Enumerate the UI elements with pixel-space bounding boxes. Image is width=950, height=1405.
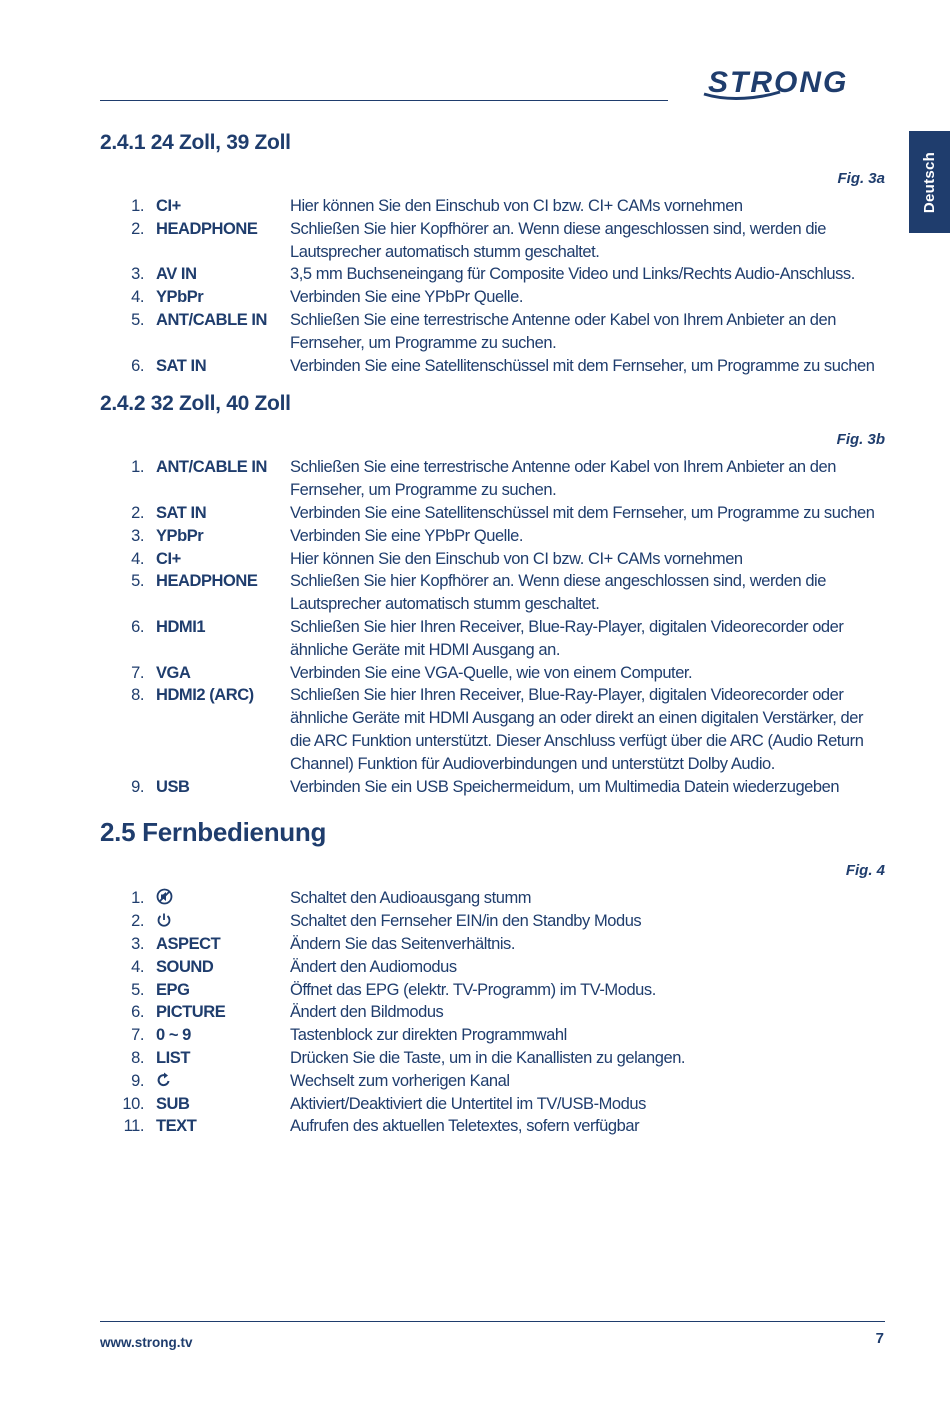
power-icon xyxy=(156,912,172,928)
footer-url: www.strong.tv xyxy=(100,1335,193,1350)
strong-logo xyxy=(700,62,885,102)
mute-icon xyxy=(156,888,173,905)
fig-label-3a: Fig. 3a xyxy=(837,170,885,187)
list-item: 7. 0 ~ 9 Tastenblock zur direkten Programmwahl xyxy=(131,1026,567,1045)
list-item: 6. HDMI1 Schließen Sie hier Ihren Receiver, Blue-Ray-Player, digitalen Videorecorder oder ähnliche Geräte mit HDMI Ausgang an. xyxy=(131,617,844,659)
section-heading-242: 2.4.2 32 Zoll, 40 Zoll xyxy=(100,392,291,416)
list-item: 3. AV IN 3,5 mm Buchseneingang für Composite Video und Links/Rechts Audio-Anschluss. xyxy=(131,265,855,284)
list-item: 1. ANT/CABLE IN Schließen Sie eine terrestrische Antenne oder Kabel von Ihrem Anbieter an den Fernseher, um Programme zu suchen. xyxy=(131,458,836,500)
list-item: 3. YPbPr Verbinden Sie eine YPbPr Quelle. xyxy=(131,526,523,545)
list-item: 9. Wechselt zum vorherigen Kanal xyxy=(131,1071,510,1090)
list-item: 4. SOUND Ändert den Audiomodus xyxy=(131,957,457,976)
section-heading-241: 2.4.1 24 Zoll, 39 Zoll xyxy=(100,131,291,154)
recall-icon xyxy=(156,1072,172,1088)
connector-list-242 xyxy=(100,456,885,798)
list-item: 4. YPbPr Verbinden Sie eine YPbPr Quelle. xyxy=(131,288,523,307)
list-item: 5. HEADPHONE Schließen Sie hier Kopfhörer an. Wenn diese angeschlossen sind, werden die Lautsprecher automatisch stumm geschaltet. xyxy=(131,572,826,614)
list-item: 4. CI+ Hier können Sie den Einschub von CI bzw. CI+ CAMs vornehmen xyxy=(131,549,743,568)
language-tab xyxy=(909,131,950,233)
fig-label-3b: Fig. 3b xyxy=(836,431,885,449)
footer-rule xyxy=(100,1321,885,1322)
list-item: 1. Schaltet den Audioausgang stumm xyxy=(131,889,532,908)
language-tab-label: Deutsch xyxy=(921,151,938,213)
list-item: 9. USB Verbinden Sie ein USB Speichermeidum, um Multimedia Datein wiederzugeben xyxy=(131,777,840,796)
list-item: 2. Schaltet den Fernseher EIN/in den Standby Modus xyxy=(131,912,642,931)
list-item: 11. TEXT Aufrufen des aktuellen Teletextes, sofern verfügbar xyxy=(123,1117,640,1136)
list-item: 5. ANT/CABLE IN Schließen Sie eine terrestrische Antenne oder Kabel von Ihrem Anbieter an den Fernseher, um Programme zu suchen. xyxy=(131,310,836,352)
list-item: 7. VGA Verbinden Sie eine VGA-Quelle, wie von einem Computer. xyxy=(131,663,693,682)
list-item: 8. HDMI2 (ARC) Schließen Sie hier Ihren Receiver, Blue-Ray-Player, digitalen Videorecorder oder ähnliche Geräte mit HDMI Ausgang an oder direkt an einen digitalen Verstärker, der die ARC Funktion unterstützt. Dieser Anschluss verfügt über die ARC (Audio Return Channel) Funktion für Audioverbindungen und unterstützt Dolby Audio. xyxy=(131,686,864,773)
list-item: 3. ASPECT Ändern Sie das Seitenverhältnis. xyxy=(131,934,515,953)
list-item: 2. SAT IN Verbinden Sie eine Satellitenschüssel mit dem Fernseher, um Programme zu suchen xyxy=(131,503,875,522)
list-item: 10. SUB Aktiviert/Deaktiviert die Untertitel im TV/USB-Modus xyxy=(122,1094,646,1113)
section-heading-25: 2.5 Fernbedienung xyxy=(100,817,327,848)
list-item: 5. EPG Öffnet das EPG (elektr. TV-Programm) im TV-Modus. xyxy=(131,980,656,999)
page-content xyxy=(100,128,885,1138)
list-item: 8. LIST Drücken Sie die Taste, um in die Kanallisten zu gelangen. xyxy=(131,1048,686,1067)
connector-list-241 xyxy=(100,195,885,377)
page-number: 7 xyxy=(875,1330,884,1347)
header-rule xyxy=(100,100,668,101)
fig-label-4: Fig. 4 xyxy=(845,862,885,880)
logo-text: STRONG xyxy=(708,66,849,99)
list-item: 2. HEADPHONE Schließen Sie hier Kopfhörer an. Wenn diese angeschlossen sind, werden die Lautsprecher automatisch stumm geschaltet. xyxy=(131,219,826,261)
list-item: 6. SAT IN Verbinden Sie eine Satellitenschüssel mit dem Fernseher, um Programme zu suchen xyxy=(131,356,875,375)
list-item: 1. CI+ Hier können Sie den Einschub von CI bzw. CI+ CAMs vornehmen xyxy=(131,197,743,215)
list-item: 6. PICTURE Ändert den Bildmodus xyxy=(131,1003,444,1022)
remote-key-list xyxy=(100,887,885,1138)
